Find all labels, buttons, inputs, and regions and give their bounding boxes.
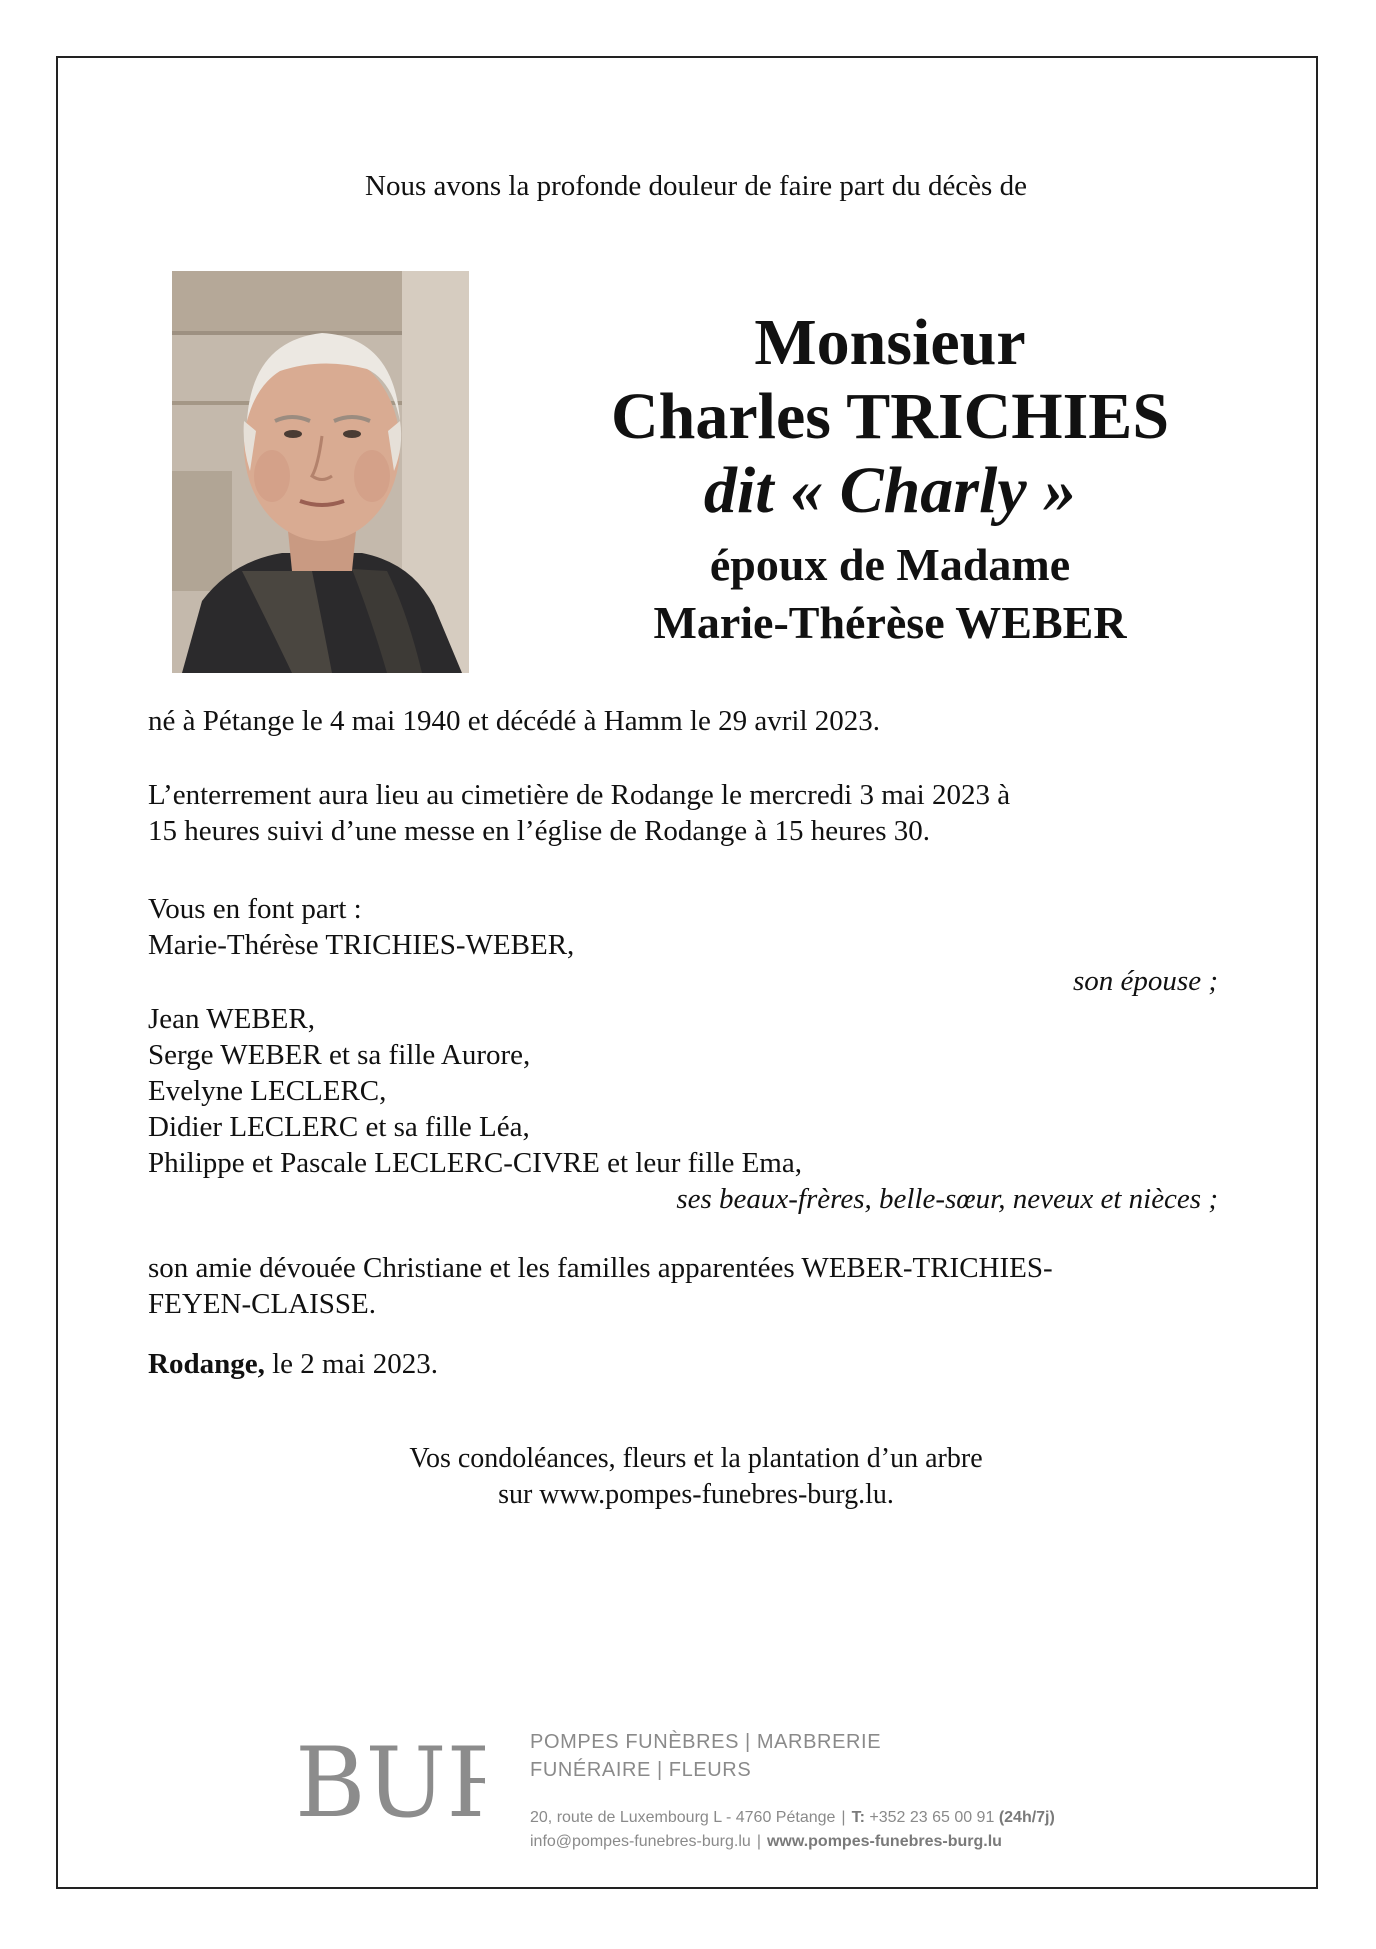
- phone-hours: (24h/7j): [998, 1809, 1055, 1826]
- phone-number: +352 23 65 00 91: [869, 1809, 995, 1826]
- footer-contact: [530, 1728, 1090, 1854]
- friend-line-1: son amie dévouée Christiane et les familles apparentées WEBER-TRICHIES-: [148, 1252, 1053, 1284]
- separator: |: [841, 1809, 846, 1826]
- footer-address-line: [530, 1806, 1090, 1830]
- date-text: le 2 mai 2023.: [264, 1348, 438, 1380]
- birth-death-text: né à Pétange le 4 mai 1940 et décédé à Hamm le 29 avril 2023.: [148, 705, 880, 737]
- intro-text: Nous avons la profonde douleur de faire part du décès de: [365, 170, 1027, 202]
- portrait-photo: [172, 271, 469, 673]
- burg-logo-mark: [295, 1728, 485, 1828]
- place-date: [148, 1346, 1218, 1382]
- email-link[interactable]: info@pompes-funebres-burg.lu: [530, 1833, 751, 1850]
- family-member: Philippe et Pascale LECLERC-CIVRE et leur fille Ema,: [148, 1147, 802, 1179]
- burial-line-1: L’enterrement aura lieu au cimetière de Rodange le mercredi 3 mai 2023 à: [148, 779, 1011, 811]
- deceased-name: Charles TRICHIES: [610, 380, 1170, 453]
- burial-line-2: 15 heures suivi d’une messe en l’église de Rodange à 15 heures 30.: [148, 815, 930, 847]
- logo-b: BUR: [295, 1728, 485, 1828]
- footer-services: [530, 1728, 1090, 1784]
- service-masonry: MARBRERIE FUNÉRAIRE: [530, 1731, 882, 1781]
- family-member: Jean WEBER,: [148, 1003, 315, 1035]
- deceased-nickname: dit « Charly »: [703, 454, 1077, 527]
- condolences-line-2: sur www.pompes-funebres-burg.lu.: [498, 1479, 894, 1510]
- burial-text: [148, 777, 1218, 849]
- deceased-name-block: [560, 306, 1220, 652]
- separator: |: [745, 1731, 751, 1753]
- spouse-role: son épouse ;: [1073, 965, 1218, 997]
- footer-web-line: [530, 1830, 1090, 1854]
- phone-label: T:: [851, 1809, 865, 1826]
- deceased-title: Monsieur: [754, 306, 1026, 379]
- family-block: [148, 1001, 1218, 1217]
- friend-line-2: FEYEN-CLAISSE.: [148, 1288, 376, 1320]
- website-link[interactable]: www.pompes-funebres-burg.lu: [766, 1833, 1002, 1850]
- family-member: Evelyne LECLERC,: [148, 1075, 387, 1107]
- portrait-illustration: [172, 271, 469, 673]
- family-role: ses beaux-frères, belle-sœur, neveux et nièces ;: [676, 1183, 1218, 1215]
- spouse-name: Marie-Thérèse TRICHIES-WEBER,: [148, 929, 575, 961]
- service-flowers: FLEURS: [668, 1759, 752, 1781]
- family-member: Didier LECLERC et sa fille Léa,: [148, 1111, 530, 1143]
- spouse-line-1: époux de Madame: [709, 539, 1071, 590]
- friend-families-text: [148, 1250, 1218, 1322]
- burg-logo: [295, 1728, 485, 1828]
- announcement-intro: Vous en font part :: [148, 893, 362, 925]
- service-funeral: POMPES FUNÈBRES: [530, 1731, 740, 1753]
- condolences-line-1: Vos condoléances, fleurs et la plantation d’un arbre: [409, 1443, 983, 1474]
- announcement-block: [148, 891, 1218, 999]
- condolences-text: [0, 1441, 1376, 1513]
- family-member: Serge WEBER et sa fille Aurore,: [148, 1039, 531, 1071]
- separator: |: [656, 1759, 663, 1781]
- address: 20, route de Luxembourg L - 4760 Pétange: [530, 1809, 836, 1826]
- spouse-line-2: Marie-Thérèse WEBER: [653, 597, 1127, 648]
- place-name: Rodange,: [148, 1348, 265, 1380]
- separator: |: [756, 1833, 761, 1850]
